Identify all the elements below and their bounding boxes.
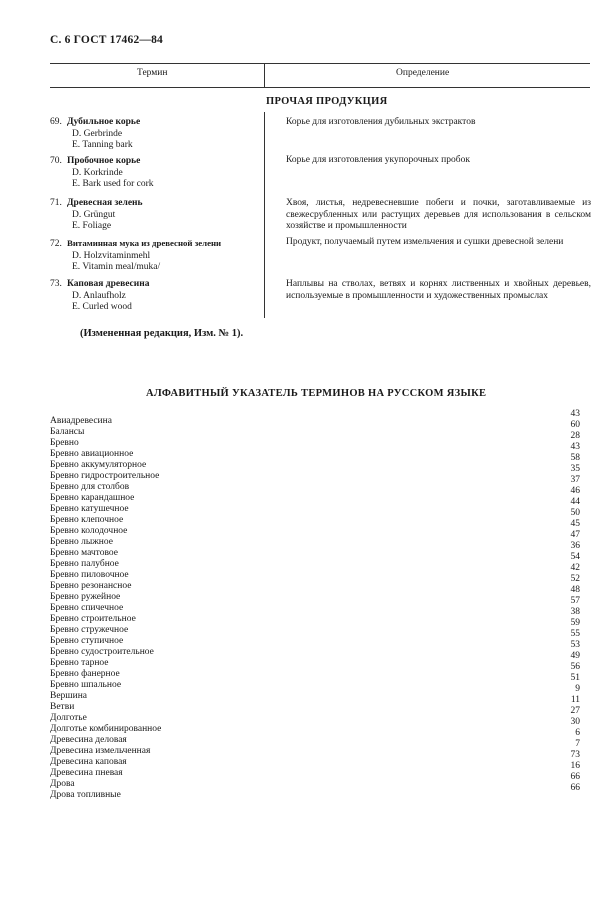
column-header-definition: Определение	[396, 68, 450, 78]
index-number: 30	[570, 717, 580, 727]
index-entry	[50, 409, 580, 427]
index-term: Бревно ружейное	[50, 592, 121, 602]
term-definition: Корье для изготовления дубильных экстрактов	[286, 117, 476, 127]
section-title: ПРОЧАЯ ПРОДУКЦИЯ	[266, 96, 388, 107]
term-en: E. Bark used for cork	[72, 179, 154, 189]
term-de: D. Holzvitaminmehl	[72, 250, 151, 261]
term-entry	[50, 117, 260, 152]
index-number: 43	[570, 442, 580, 452]
term-number: 69.	[50, 117, 62, 127]
column-header-term: Термин	[137, 68, 168, 78]
index-term: Бревно стружечное	[50, 625, 129, 635]
index-term: Бревно клепочное	[50, 515, 124, 525]
term-de: D. Grüngut	[72, 209, 116, 220]
index-number: 58	[570, 453, 580, 463]
term-definition: Продукт, получаемый путем измельчения и сушки древесной зелени	[286, 237, 564, 247]
index-title: АЛФАВИТНЫЙ УКАЗАТЕЛЬ ТЕРМИНОВ НА РУССКОМ ЯЗЫКЕ	[146, 388, 487, 399]
index-term: Ветви	[50, 702, 75, 712]
index-number: 27	[570, 706, 580, 716]
index-number: 42	[570, 563, 580, 573]
index-number: 66	[570, 772, 580, 782]
index-number: 56	[570, 662, 580, 672]
index-term: Авиадревесина	[50, 416, 112, 426]
index-term: Бревно колодочное	[50, 526, 128, 536]
index-term: Древесина пневая	[50, 768, 123, 778]
index-number: 57	[570, 596, 580, 606]
term-ru: Каповая древесина	[67, 279, 150, 289]
index-number: 73	[570, 750, 580, 760]
index-term: Бревно лыжное	[50, 537, 113, 547]
index-term: Бревно тарное	[50, 658, 109, 668]
index-number: 11	[570, 695, 580, 705]
table-top-rule	[50, 63, 590, 64]
term-number: 71.	[50, 198, 62, 208]
term-number: 72.	[50, 239, 62, 249]
index-term: Долготье	[50, 713, 87, 723]
term-ru: Витаминная мука из древесной зелени	[67, 238, 222, 248]
term-en: E. Foliage	[72, 221, 112, 231]
index-number: 43	[570, 409, 580, 419]
index-term: Долготье комбинированное	[50, 724, 162, 734]
index-term: Бревно аккумуляторное	[50, 460, 147, 470]
term-definition: Корье для изготовления укупорочных пробок	[286, 155, 470, 165]
index-term: Дрова топливные	[50, 790, 121, 800]
index-number: 51	[570, 673, 580, 683]
index-term: Бревно шпальное	[50, 680, 122, 690]
term-entry	[50, 279, 260, 314]
index-number: 66	[570, 783, 580, 793]
term-en: E. Tanning bark	[72, 140, 133, 150]
index-number: 59	[570, 618, 580, 628]
term-entry	[50, 156, 260, 191]
index-number: 6	[575, 728, 580, 738]
index-entry	[50, 442, 580, 460]
index-number: 28	[570, 431, 580, 441]
index-number: 46	[570, 486, 580, 496]
index-term: Вершина	[50, 691, 88, 701]
index-number: 37	[570, 475, 580, 485]
index-term: Бревно гидростроительное	[50, 471, 160, 481]
index-number: 16	[570, 761, 580, 771]
index-term: Бревно спичечное	[50, 603, 124, 613]
index-term: Древесина измельченная	[50, 746, 151, 756]
index-number: 50	[570, 508, 580, 518]
index-term: Древесина каповая	[50, 757, 127, 767]
index-term: Древесина деловая	[50, 735, 127, 745]
index-term: Бревно палубное	[50, 559, 119, 569]
table-header-rule	[50, 87, 590, 88]
amendment-note: (Измененная редакция, Изм. № 1).	[80, 328, 244, 339]
index-number: 60	[570, 420, 580, 430]
index-number: 38	[570, 607, 580, 617]
term-definition: Наплывы на стволах, ветвях и корнях лиственных и хвойных деревьев, используемые в промышленности и художественных промыслах	[286, 279, 591, 301]
index-term: Бревно мачтовое	[50, 548, 118, 558]
index-term: Бревно фанерное	[50, 669, 120, 679]
term-entry	[50, 238, 260, 274]
term-ru: Пробочное корье	[67, 156, 141, 166]
index-term: Дрова	[50, 779, 75, 789]
index-term: Бревно авиационное	[50, 449, 134, 459]
index-entry	[50, 717, 580, 735]
index-term: Бревно ступичное	[50, 636, 124, 646]
index-number: 9	[575, 684, 580, 694]
term-ru: Древесная зелень	[67, 198, 143, 208]
index-term: Бревно строительное	[50, 614, 136, 624]
index-term: Бревно	[50, 438, 79, 448]
index-number: 7	[575, 739, 580, 749]
term-en: E. Curled wood	[72, 302, 132, 312]
index-number: 54	[570, 552, 580, 562]
body-column-divider	[264, 112, 265, 318]
index-entry	[50, 783, 580, 801]
term-de: D. Korkrinde	[72, 167, 123, 178]
header-column-divider	[264, 63, 265, 87]
index-number: 49	[570, 651, 580, 661]
alphabetical-index	[50, 409, 580, 801]
index-number: 45	[570, 519, 580, 529]
index-number: 55	[570, 629, 580, 639]
index-number: 47	[570, 530, 580, 540]
index-number: 44	[570, 497, 580, 507]
term-number: 73.	[50, 279, 62, 289]
term-de: D. Anlaufholz	[72, 290, 126, 301]
term-definition: Хвоя, листья, недревесневшие побеги и почки, заготавливаемые из свежесрубленных или растущих деревьев для использования в сельском хозяйстве и промышленности	[286, 198, 591, 231]
index-term: Бревно резонансное	[50, 581, 132, 591]
index-number: 48	[570, 585, 580, 595]
term-en: E. Vitamin meal/muka/	[72, 262, 161, 272]
index-number: 35	[570, 464, 580, 474]
index-number: 36	[570, 541, 580, 551]
index-term: Бревно для столбов	[50, 482, 130, 492]
index-term: Бревно судостроительное	[50, 647, 154, 657]
term-number: 70.	[50, 156, 62, 166]
index-number: 52	[570, 574, 580, 584]
page-header: С. 6 ГОСТ 17462—84	[50, 34, 163, 46]
index-term: Бревно карандашное	[50, 493, 135, 503]
term-ru: Дубильное корье	[67, 117, 141, 127]
index-number: 53	[570, 640, 580, 650]
term-de: D. Gerbrinde	[72, 128, 123, 139]
index-term: Балансы	[50, 427, 85, 437]
index-term: Бревно пиловочное	[50, 570, 129, 580]
term-entry	[50, 198, 260, 233]
index-term: Бревно катушечное	[50, 504, 129, 514]
